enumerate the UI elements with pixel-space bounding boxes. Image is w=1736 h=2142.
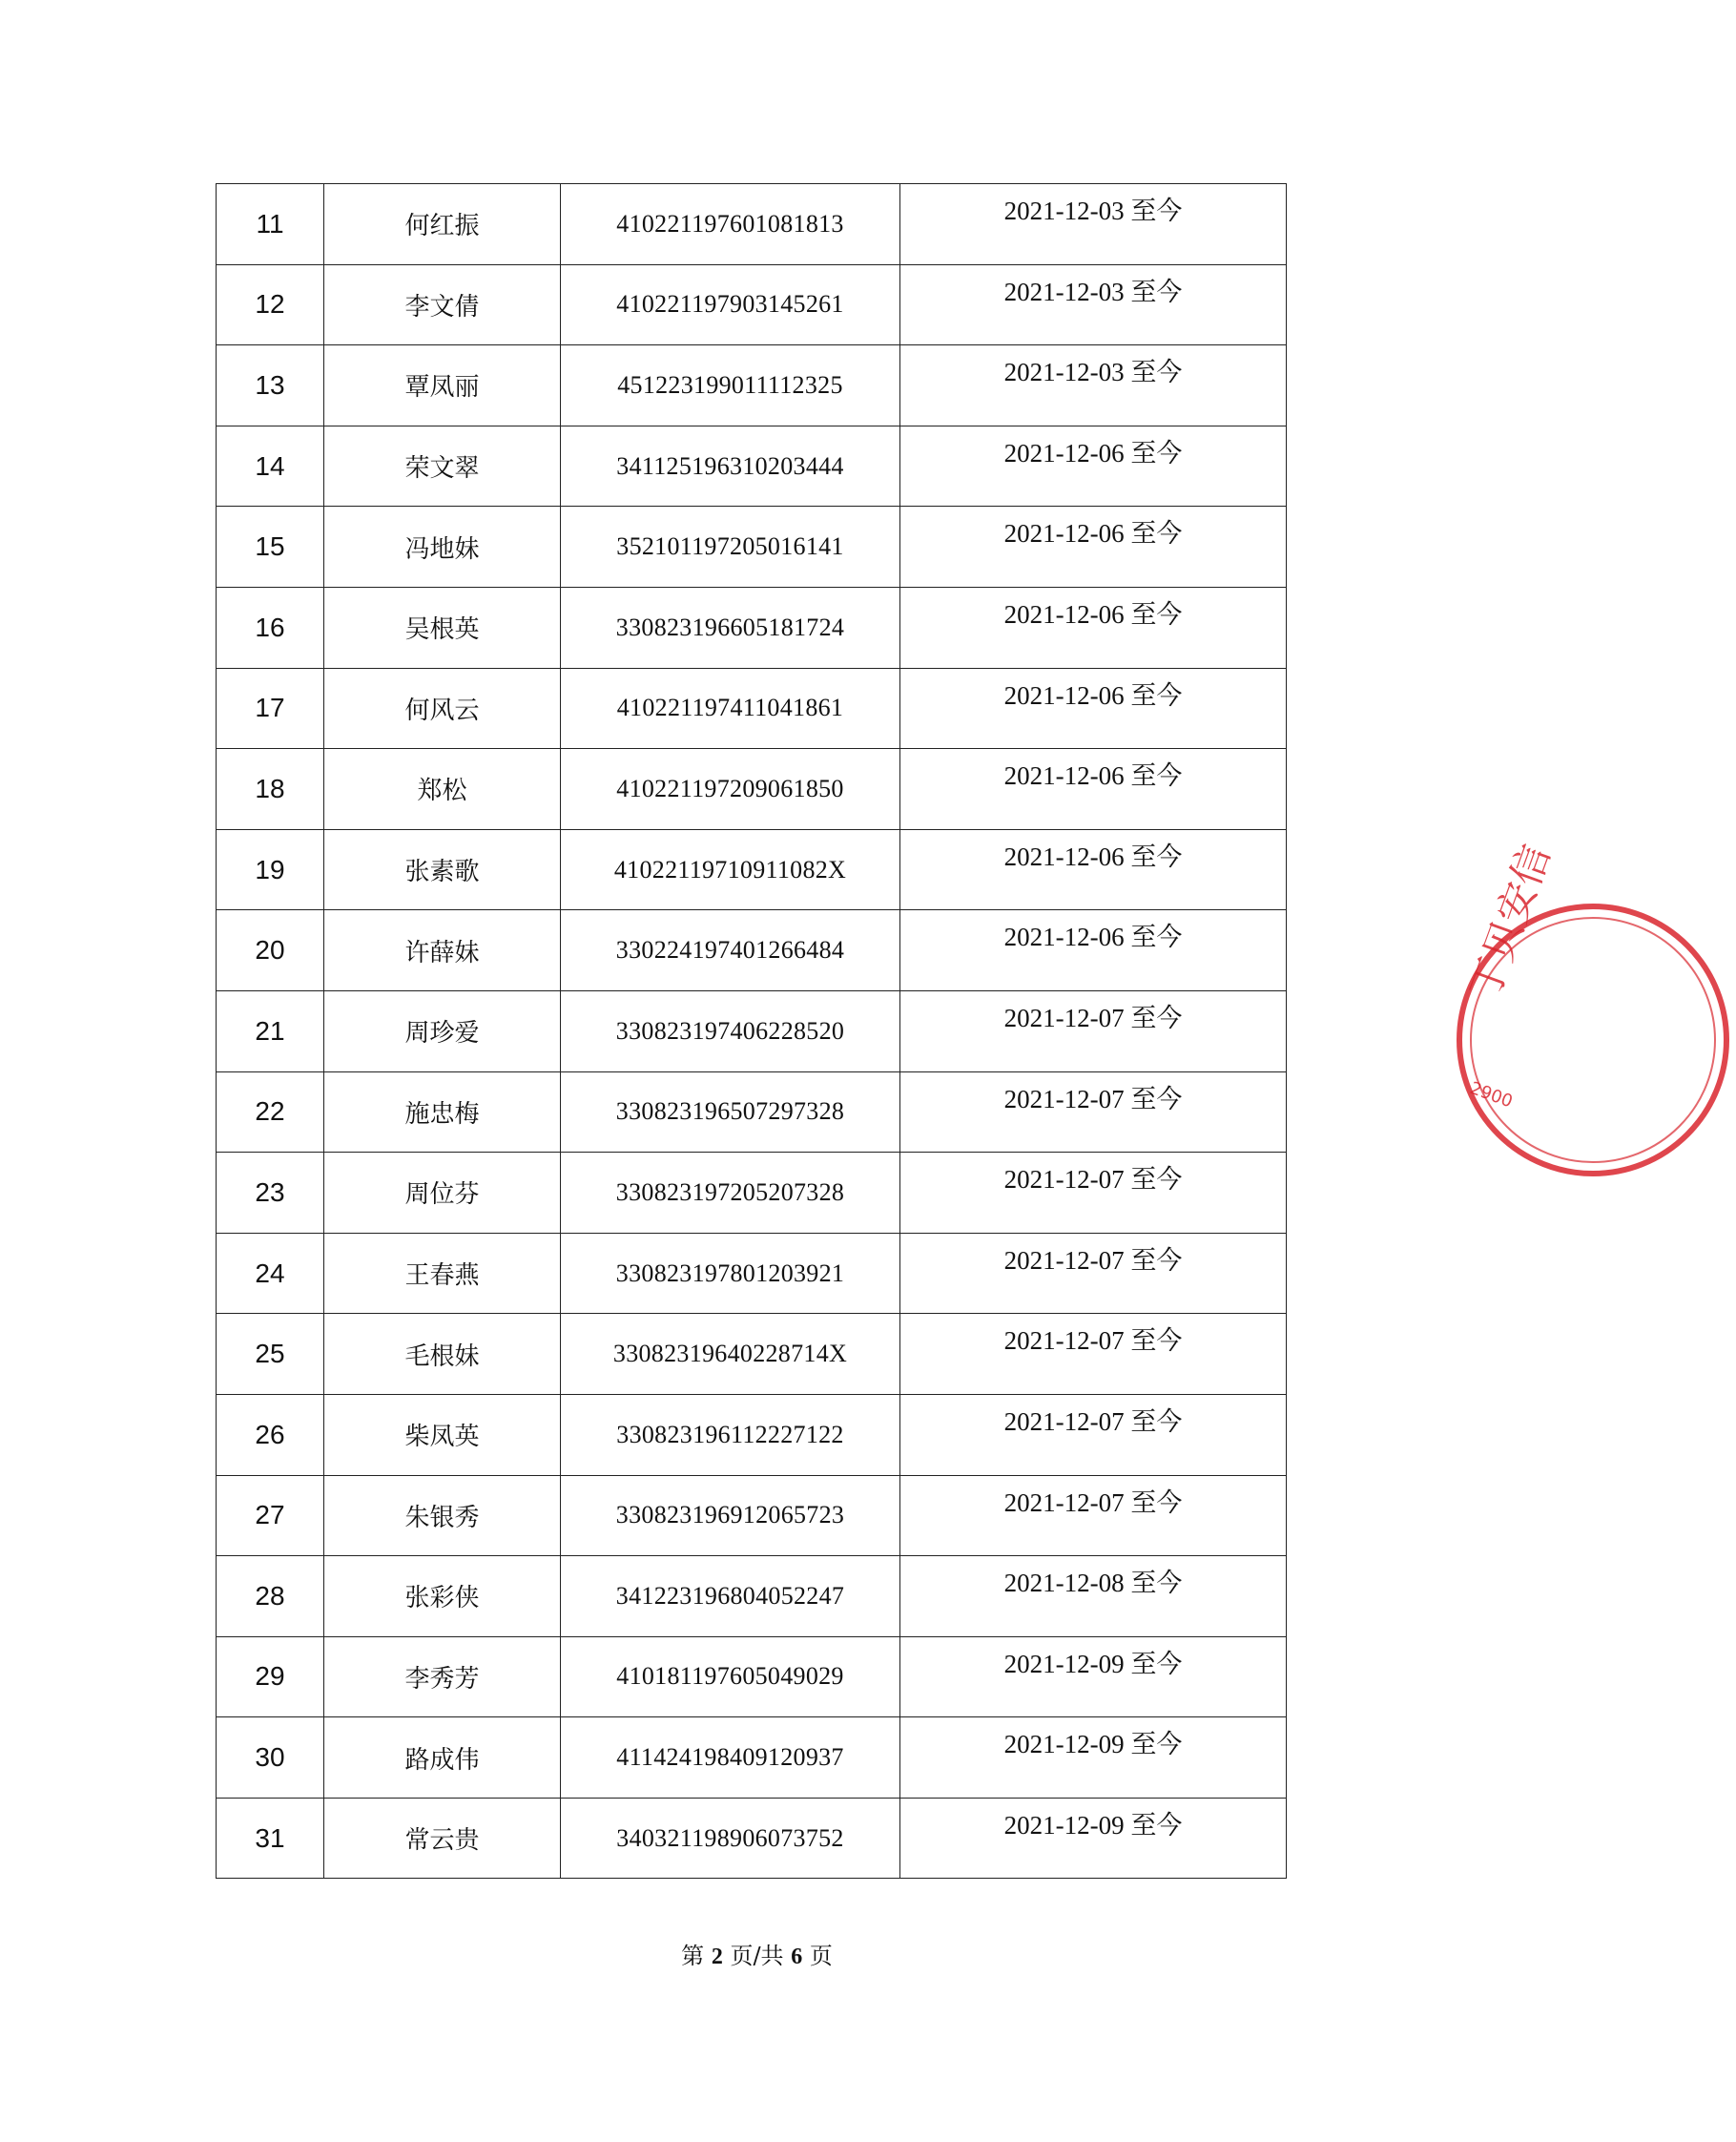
start-date-cell xyxy=(900,1314,1287,1395)
table-row xyxy=(217,749,1287,830)
id-number: 33082319640228714X xyxy=(612,1340,848,1368)
table-row xyxy=(217,184,1287,265)
start-date: 2021-12-03 至今 xyxy=(1003,197,1183,225)
person-name-cell xyxy=(324,1636,561,1717)
start-date: 2021-12-08 至今 xyxy=(1003,1569,1183,1598)
row-number: 15 xyxy=(255,531,285,562)
id-number-cell xyxy=(561,1314,900,1395)
row-number-cell xyxy=(217,990,324,1071)
start-date: 2021-12-07 至今 xyxy=(1003,1165,1183,1195)
start-date: 2021-12-03 至今 xyxy=(1003,358,1183,387)
id-number-cell xyxy=(561,910,900,991)
table-row xyxy=(217,910,1287,991)
id-number: 410181197605049029 xyxy=(616,1662,844,1691)
id-number: 41022119710911082X xyxy=(613,855,847,884)
start-date-cell xyxy=(900,1394,1287,1475)
person-name: 毛根妹 xyxy=(404,1341,480,1371)
start-date-cell xyxy=(900,345,1287,426)
table-row xyxy=(217,1636,1287,1717)
person-name: 柴凤英 xyxy=(404,1423,480,1452)
id-number-cell xyxy=(561,587,900,668)
id-number: 330823197205207328 xyxy=(615,1177,845,1206)
person-name: 许薛妹 xyxy=(404,938,480,967)
row-number: 18 xyxy=(255,773,285,803)
row-number: 20 xyxy=(255,935,285,966)
row-number: 30 xyxy=(255,1742,285,1773)
id-number-cell xyxy=(561,1636,900,1717)
row-number: 17 xyxy=(255,693,285,723)
person-name: 李秀芳 xyxy=(404,1664,480,1694)
start-date: 2021-12-07 至今 xyxy=(1003,1406,1183,1436)
start-date: 2021-12-09 至今 xyxy=(1003,1810,1183,1840)
row-number-cell xyxy=(217,1636,324,1717)
id-number-cell xyxy=(561,1556,900,1637)
person-name: 王春燕 xyxy=(404,1261,480,1291)
start-date-cell xyxy=(900,1475,1287,1556)
person-name-cell xyxy=(324,668,561,749)
person-name: 何红振 xyxy=(404,212,480,241)
person-name-cell xyxy=(324,1314,561,1395)
start-date-cell xyxy=(900,1798,1287,1879)
red-seal-stamp xyxy=(1450,838,1736,1183)
row-number-cell xyxy=(217,507,324,588)
row-number-cell xyxy=(217,1475,324,1556)
id-number-cell xyxy=(561,184,900,265)
start-date: 2021-12-06 至今 xyxy=(1003,842,1183,871)
start-date-cell xyxy=(900,1556,1287,1637)
row-number-cell xyxy=(217,587,324,668)
row-number: 22 xyxy=(255,1096,285,1127)
table-row xyxy=(217,1314,1287,1395)
person-name: 李文倩 xyxy=(404,292,480,322)
person-name-cell xyxy=(324,1717,561,1799)
row-number: 16 xyxy=(255,612,285,642)
id-number: 330823196912065723 xyxy=(615,1501,845,1529)
person-name: 朱银秀 xyxy=(404,1503,480,1532)
person-name: 周位芬 xyxy=(404,1180,480,1210)
table-row xyxy=(217,1798,1287,1879)
person-name-cell xyxy=(324,1798,561,1879)
table-row xyxy=(217,1071,1287,1153)
row-number: 23 xyxy=(255,1176,285,1207)
id-number: 352101197205016141 xyxy=(616,532,844,561)
id-number: 410221197903145261 xyxy=(616,290,844,319)
start-date: 2021-12-03 至今 xyxy=(1003,277,1183,306)
start-date-cell xyxy=(900,1636,1287,1717)
start-date-cell xyxy=(900,829,1287,910)
id-number: 340321198906073752 xyxy=(616,1823,844,1852)
table-row xyxy=(217,829,1287,910)
id-number-cell xyxy=(561,1153,900,1234)
start-date: 2021-12-09 至今 xyxy=(1003,1730,1183,1759)
start-date-cell xyxy=(900,1717,1287,1799)
start-date-cell xyxy=(900,668,1287,749)
row-number-cell xyxy=(217,1071,324,1153)
id-number-cell xyxy=(561,1717,900,1799)
id-number-cell xyxy=(561,829,900,910)
row-number: 25 xyxy=(255,1339,285,1369)
table-row xyxy=(217,587,1287,668)
row-number: 28 xyxy=(255,1580,285,1611)
person-name: 郑松 xyxy=(417,777,467,806)
seal-number-text: 2900 xyxy=(1467,1077,1516,1113)
row-number: 29 xyxy=(255,1661,285,1692)
start-date: 2021-12-06 至今 xyxy=(1003,680,1183,710)
id-number-cell xyxy=(561,668,900,749)
person-name: 荣文翠 xyxy=(404,454,480,484)
row-number-cell xyxy=(217,1556,324,1637)
id-number-cell xyxy=(561,1071,900,1153)
table-body xyxy=(217,184,1287,1879)
row-number-cell xyxy=(217,749,324,830)
table-row xyxy=(217,1717,1287,1799)
id-number: 410221197209061850 xyxy=(616,774,844,802)
start-date-cell xyxy=(900,507,1287,588)
start-date: 2021-12-06 至今 xyxy=(1003,599,1183,629)
person-name-cell xyxy=(324,1394,561,1475)
table-row xyxy=(217,1153,1287,1234)
id-number: 411424198409120937 xyxy=(616,1743,844,1772)
person-name-cell xyxy=(324,587,561,668)
start-date-cell xyxy=(900,910,1287,991)
person-name: 何风云 xyxy=(404,696,480,725)
person-name: 冯地妹 xyxy=(404,534,480,564)
start-date: 2021-12-07 至今 xyxy=(1003,1003,1183,1032)
id-number-cell xyxy=(561,990,900,1071)
start-date: 2021-12-06 至今 xyxy=(1003,923,1183,952)
start-date: 2021-12-07 至今 xyxy=(1003,1487,1183,1517)
table-row xyxy=(217,345,1287,426)
id-number: 410221197411041861 xyxy=(616,694,844,722)
person-name-cell xyxy=(324,829,561,910)
person-name-cell xyxy=(324,749,561,830)
current-page-number: 2 xyxy=(711,1944,723,1969)
row-number-cell xyxy=(217,1153,324,1234)
id-number: 330823196112227122 xyxy=(616,1420,844,1448)
start-date: 2021-12-07 至今 xyxy=(1003,1245,1183,1275)
id-number: 330224197401266484 xyxy=(615,936,845,965)
start-date-cell xyxy=(900,426,1287,507)
start-date-cell xyxy=(900,1153,1287,1234)
start-date: 2021-12-06 至今 xyxy=(1003,519,1183,549)
row-number: 31 xyxy=(255,1822,285,1853)
person-name: 覃凤丽 xyxy=(404,373,480,403)
row-number-cell xyxy=(217,264,324,345)
person-name-cell xyxy=(324,1475,561,1556)
id-number-cell xyxy=(561,1394,900,1475)
id-number-cell xyxy=(561,426,900,507)
row-number: 12 xyxy=(255,289,285,320)
start-date: 2021-12-07 至今 xyxy=(1003,1084,1183,1113)
person-name-cell xyxy=(324,1556,561,1637)
page-footer xyxy=(0,1937,1514,1970)
start-date-cell xyxy=(900,1233,1287,1314)
person-name: 张彩侠 xyxy=(404,1584,480,1613)
id-number: 330823197801203921 xyxy=(615,1258,845,1287)
person-name-cell xyxy=(324,345,561,426)
row-number-cell xyxy=(217,910,324,991)
row-number: 26 xyxy=(255,1419,285,1449)
row-number-cell xyxy=(217,184,324,265)
person-name: 张素歌 xyxy=(404,858,480,887)
person-name-cell xyxy=(324,1233,561,1314)
person-name-cell xyxy=(324,426,561,507)
row-number: 13 xyxy=(255,369,285,400)
person-name: 路成伟 xyxy=(404,1745,480,1775)
row-number: 11 xyxy=(256,208,284,239)
footer-middle: 页/共 xyxy=(730,1943,784,1969)
id-number: 341125196310203444 xyxy=(616,451,844,480)
row-number: 14 xyxy=(255,450,285,481)
row-number-cell xyxy=(217,1394,324,1475)
seal-name-text: 丁贝安信 xyxy=(1460,838,1560,1006)
id-number: 330823197406228520 xyxy=(615,1016,845,1045)
id-number-cell xyxy=(561,264,900,345)
start-date-cell xyxy=(900,1071,1287,1153)
table-row xyxy=(217,1233,1287,1314)
row-number: 21 xyxy=(255,1015,285,1046)
id-number: 410221197601081813 xyxy=(616,209,844,238)
row-number-cell xyxy=(217,426,324,507)
start-date: 2021-12-06 至今 xyxy=(1003,438,1183,468)
total-page-number: 6 xyxy=(791,1944,803,1969)
person-name-cell xyxy=(324,264,561,345)
id-number: 341223196804052247 xyxy=(615,1581,845,1610)
table-row xyxy=(217,668,1287,749)
personnel-table xyxy=(216,183,1287,1879)
footer-prefix: 第 xyxy=(681,1943,705,1969)
person-name-cell xyxy=(324,1071,561,1153)
start-date: 2021-12-06 至今 xyxy=(1003,761,1183,791)
table-row xyxy=(217,426,1287,507)
person-name-cell xyxy=(324,507,561,588)
id-number-cell xyxy=(561,345,900,426)
person-name: 施忠梅 xyxy=(404,1099,480,1129)
footer-suffix: 页 xyxy=(809,1943,833,1969)
row-number-cell xyxy=(217,829,324,910)
table-row xyxy=(217,507,1287,588)
person-name: 吴根英 xyxy=(404,615,480,645)
row-number-cell xyxy=(217,1233,324,1314)
person-name-cell xyxy=(324,184,561,265)
id-number: 330823196605181724 xyxy=(615,613,845,641)
person-name: 常云贵 xyxy=(404,1826,480,1856)
person-name-cell xyxy=(324,990,561,1071)
person-name: 周珍爱 xyxy=(404,1019,480,1049)
id-number: 451223199011112325 xyxy=(617,370,843,399)
row-number: 19 xyxy=(255,854,285,884)
table-row xyxy=(217,264,1287,345)
id-number-cell xyxy=(561,507,900,588)
table-row xyxy=(217,1394,1287,1475)
person-name-cell xyxy=(324,1153,561,1234)
row-number: 24 xyxy=(255,1258,285,1288)
start-date-cell xyxy=(900,990,1287,1071)
table-row xyxy=(217,990,1287,1071)
id-number-cell xyxy=(561,1475,900,1556)
table-row xyxy=(217,1556,1287,1637)
id-number: 330823196507297328 xyxy=(615,1097,845,1126)
row-number-cell xyxy=(217,345,324,426)
start-date-cell xyxy=(900,264,1287,345)
start-date-cell xyxy=(900,184,1287,265)
row-number-cell xyxy=(217,1798,324,1879)
start-date: 2021-12-07 至今 xyxy=(1003,1326,1183,1356)
row-number-cell xyxy=(217,668,324,749)
row-number-cell xyxy=(217,1717,324,1799)
id-number-cell xyxy=(561,1233,900,1314)
table-row xyxy=(217,1475,1287,1556)
start-date-cell xyxy=(900,749,1287,830)
id-number-cell xyxy=(561,749,900,830)
row-number: 27 xyxy=(255,1500,285,1530)
start-date: 2021-12-09 至今 xyxy=(1003,1649,1183,1678)
start-date-cell xyxy=(900,587,1287,668)
person-name-cell xyxy=(324,910,561,991)
id-number-cell xyxy=(561,1798,900,1879)
row-number-cell xyxy=(217,1314,324,1395)
